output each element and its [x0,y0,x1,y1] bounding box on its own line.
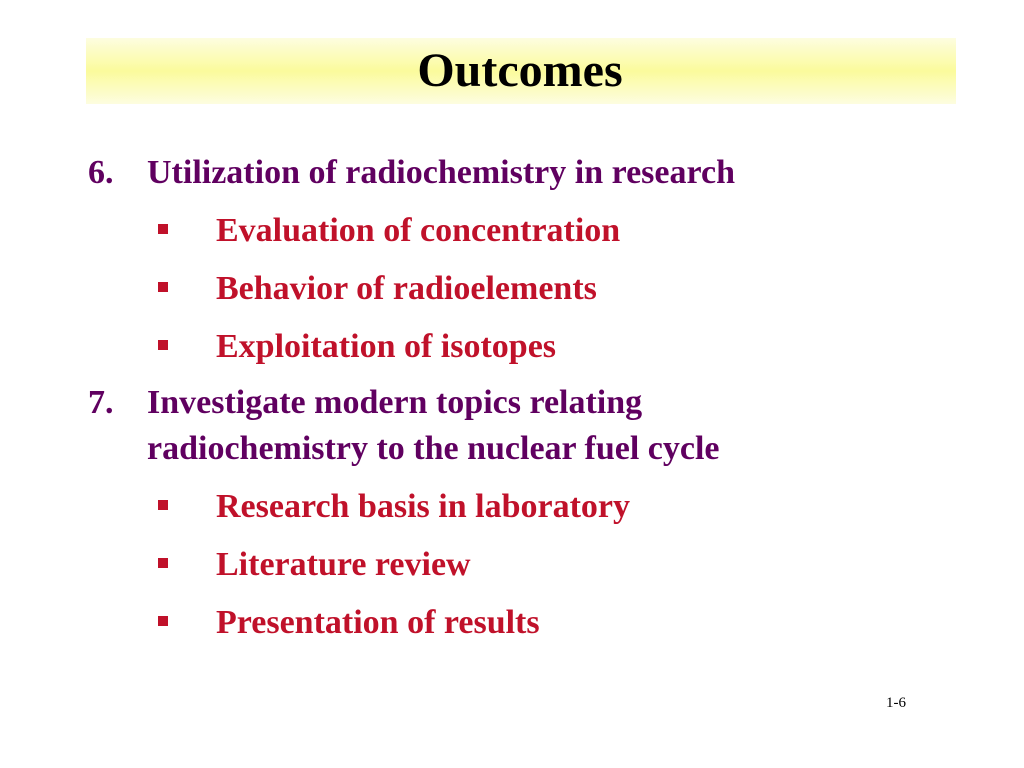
item-number: 7. [88,384,114,421]
sub-item-text: Presentation of results [216,604,540,641]
sub-item [0,208,1024,254]
sub-item [0,542,1024,588]
square-bullet-icon [158,600,169,646]
sub-item [0,600,1024,646]
outcome-item [0,150,1024,196]
square-bullet-icon [158,484,169,530]
sub-item-text: Behavior of radioelements [216,270,597,307]
sub-item [0,484,1024,530]
item-text: Utilization of radiochemistry in research [147,154,735,191]
outcome-item [0,380,1024,472]
square-bullet-icon [158,324,169,370]
square-bullet-icon [158,542,169,588]
item-text: Investigate modern topics relating radiochemistry to the nuclear fuel cycle [147,384,720,467]
sub-item [0,266,1024,312]
slide-title: Outcomes [417,44,623,97]
item-number: 6. [88,154,114,191]
sub-item-text: Literature review [216,546,471,583]
sub-item-text: Evaluation of concentration [216,212,621,249]
square-bullet-icon [158,266,169,312]
sub-item-text: Exploitation of isotopes [216,328,557,365]
square-bullet-icon [158,208,169,254]
page-number: 1-6 [886,695,906,711]
outcomes-list [0,150,1024,646]
sub-item [0,324,1024,370]
sub-item-text: Research basis in laboratory [216,488,630,525]
